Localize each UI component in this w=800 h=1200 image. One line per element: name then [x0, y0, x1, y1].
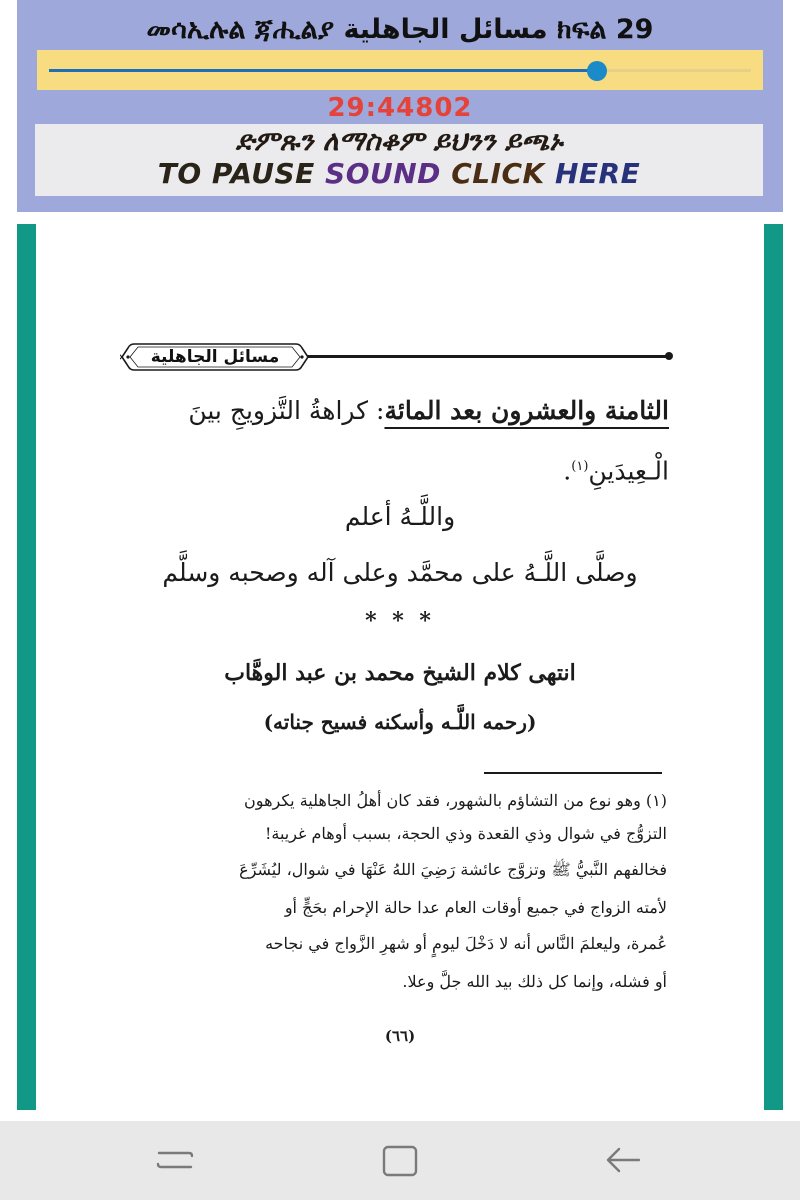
period: .	[563, 456, 572, 486]
seek-progress-fill	[49, 69, 597, 72]
pause-word-sound: SOUND	[325, 157, 441, 190]
page-border-right	[764, 224, 783, 1110]
end-statement: انتهى كلام الشيخ محمد بن عبد الوهَّاب	[224, 660, 576, 686]
footnote-line: لأمته الزواج في جميع أوقات العام عدا حالة الإحرام بحَجٍّ أو	[284, 898, 667, 917]
salutation-line: وصلَّى اللَّـهُ على محمَّد وعلى آله وصحبه وسلَّم	[162, 558, 638, 587]
back-button[interactable]	[593, 1139, 653, 1183]
footnote-line: التزوُّج في شوال وذي القعدة وذي الحجة، بسبب أوهام غريبة!	[264, 824, 667, 843]
seek-track[interactable]	[49, 69, 751, 72]
footnote-line: فخالفهم النَّبيُّ ﷺ وتزوَّج عائشة رَضِيَ اللهُ عَنْهَا في شوال، ليُشَرِّعَ	[239, 860, 667, 879]
pause-word-to: TO	[157, 157, 202, 190]
audio-title: መሳኢሉል ጃሒልያ مسائل الجاهلية ክፍል 29	[146, 14, 654, 45]
playback-time: 29:44802	[327, 93, 473, 123]
footnote-line: أو فشله، وإنما كل ذلك بيد الله جلَّ وعلا.	[402, 972, 667, 991]
recent-apps-icon	[155, 1145, 195, 1175]
issue-number-heading: الثامنة والعشرون بعد المائة	[384, 396, 669, 425]
pause-sound-button[interactable]	[35, 124, 763, 196]
page-border-left	[17, 224, 36, 1110]
pause-word-click: CLICK	[451, 157, 545, 190]
footnote-line: عُمرة، وليعلمَ النَّاس أنه لا دَخْلَ ليومٍ أو شهرِ الزَّواج في نجاحه	[265, 934, 667, 953]
header-rule	[307, 355, 669, 358]
footnote-marker: (١)	[571, 459, 589, 474]
footnote-line: (١) وهو نوع من التشاؤم بالشهور، فقد كان أهلُ الجاهلية يكرهون	[244, 791, 667, 810]
system-navigation-bar	[0, 1121, 800, 1200]
chapter-header	[120, 340, 310, 374]
home-icon	[380, 1145, 420, 1177]
end-supplication: (رحمه اللَّـه وأسكنه فسيح جناته)	[263, 710, 537, 734]
seek-bar-container[interactable]	[37, 50, 763, 90]
pause-label-english	[35, 157, 763, 190]
pause-word-pause: PAUSE	[211, 157, 315, 190]
section-separator-stars: * * *	[365, 608, 435, 634]
pause-word-here: HERE	[555, 157, 641, 190]
issue-paragraph-line2	[117, 450, 669, 488]
chapter-header-title: مسائل الجاهلية	[150, 347, 280, 367]
page-number: (٦٦)	[384, 1027, 416, 1045]
issue-paragraph	[117, 394, 669, 428]
book-page	[17, 224, 783, 1110]
footnote-rule	[484, 772, 662, 774]
header-rule-dot	[665, 352, 673, 360]
issue-text-line2: الْـعِيدَينِ	[588, 456, 669, 486]
issue-text: : كراهةُ التَّزويجِ بينَ	[188, 396, 385, 425]
audio-player-panel	[17, 0, 783, 212]
allah-knows-best: واللَّـهُ أعلم	[344, 502, 456, 531]
pause-label-amharic: ድምጹን ለማስቆም ይህንን ይጫኑ	[235, 126, 563, 157]
seek-thumb[interactable]	[587, 61, 607, 81]
recent-apps-button[interactable]	[145, 1139, 205, 1183]
home-button[interactable]	[370, 1139, 430, 1183]
back-arrow-icon	[603, 1145, 643, 1175]
